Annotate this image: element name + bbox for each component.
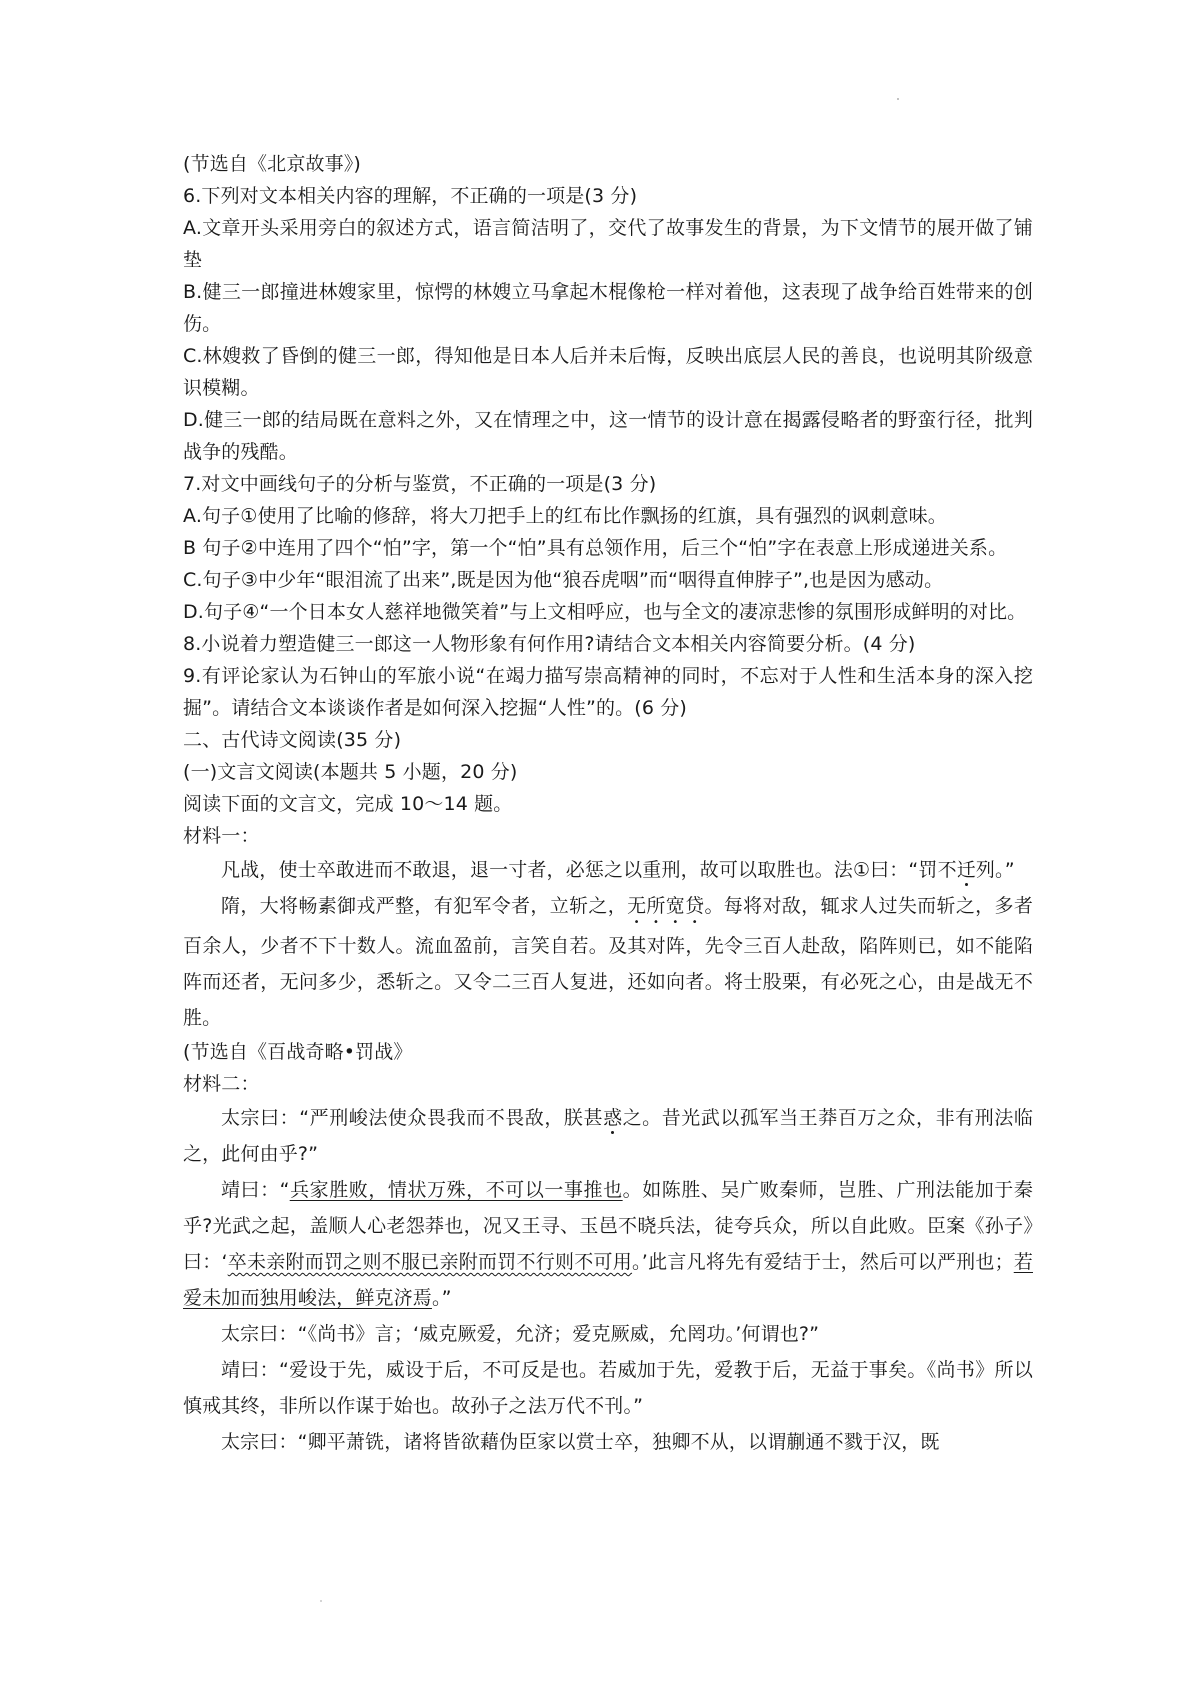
question-6: 6.下列对文本相关内容的理解，不正确的一项是(3 分)	[183, 185, 638, 207]
material-2-paragraph-1	[183, 1100, 1033, 1172]
text-run: 隋，大将畅素御戎严整，有犯军令者，立斩之，	[221, 895, 628, 917]
material-2-label: 材料二：	[183, 1073, 260, 1095]
scan-dot-mark-bottom	[320, 1600, 322, 1602]
question-7: 7.对文中画线句子的分析与鉴赏，不正确的一项是(3 分)	[183, 473, 657, 495]
source-citation: (节选自《北京故事》)	[183, 153, 361, 175]
option-6a: A.文章开头采用旁白的叙述方式，语言简洁明了，交代了故事发生的背景，为下文情节的展开做了铺垫	[183, 217, 1033, 271]
material-2-paragraph-5: 太宗曰：“卿平萧铣，诸将皆欲藉伪臣家以赏士卒，独卿不从，以谓蒯通不戮于汉，既	[221, 1431, 940, 1453]
subsection-heading: (一)文言文阅读(本题共 5 小题，20 分)	[183, 761, 518, 783]
material-1-paragraph-1	[183, 852, 1033, 888]
question-8: 8.小说着力塑造健三一郎这一人物形象有何作用?请结合文本相关内容简要分析。(4 分)	[183, 633, 916, 655]
underlined-sentence-2: 若爱未加而独用峻法，鲜克济焉	[183, 1251, 1033, 1309]
text-run: 靖曰：“	[221, 1179, 290, 1201]
option-7d: D.句子④“一个日本女人慈祥地微笑着”与上文相呼应，也与全文的凄凉悲惨的氛围形成鲜明的对比。	[183, 601, 1027, 623]
scan-dot-mark	[897, 98, 899, 100]
section-heading: 二、古代诗文阅读(35 分)	[183, 729, 402, 751]
text-run: 。’此言凡将先有爱结于士，然后可以严刑也；	[632, 1251, 1014, 1273]
material-2-paragraph-4: 靖曰：“爱设于先，威设于后，不可反是也。若威加于先，爱教于后，无益于事矣。《尚书》所以慎戒其终，非所以作谋于始也。故孙子之法万代不刊。”	[183, 1359, 1033, 1417]
dotted-phrase: 无所宽贷	[627, 895, 705, 917]
option-6c: C.林嫂救了昏倒的健三一郎，得知他是日本人后并未后悔，反映出底层人民的善良，也说明其阶级意识模糊。	[183, 345, 1033, 399]
text-run: 。每将对敌，辄求人过失而斩之，多者百余人，少者不下十数人。流血盈前，言笑自若。及其对阵，先令三百人赴敌，陷阵则已，如不能陷阵而还者，无问多少，悉斩之。又令二三百人复进，还如向者。将士股栗，有必死之心，由是战无不胜。	[183, 895, 1033, 1029]
option-6d: D.健三一郎的结局既在意料之外，又在情理之中，这一情节的设计意在揭露侵略者的野蛮行径，批判战争的残酷。	[183, 409, 1033, 463]
text-run: 太宗曰：“严刑峻法使众畏我而不畏敌，朕甚	[221, 1107, 604, 1129]
material-2-paragraph-2	[183, 1172, 1033, 1316]
question-9: 9.有评论家认为石钟山的军旅小说“在竭力描写崇高精神的同时，不忘对于人性和生活本身的深入挖掘”。请结合文本谈谈作者是如何深入挖掘“人性”的。(6 分)	[183, 665, 1033, 719]
text-run: 列。”	[975, 859, 1015, 881]
reading-instruction: 阅读下面的文言文，完成 10～14 题。	[183, 793, 513, 815]
text-run: 凡战，使士卒敢进而不敢退，退一寸者，必惩之以重刑，故可以取胜也。法①曰：“罚不	[221, 859, 957, 881]
wavy-underlined-sentence: 卒未亲附而罚之则不服已亲附而罚不行则不可用	[227, 1251, 633, 1273]
underlined-sentence: 兵家胜败，情状万殊，不可以一事推也	[289, 1179, 623, 1201]
option-6b: B.健三一郎撞进林嫂家里，惊愕的林嫂立马拿起木棍像枪一样对着他，这表现了战争给百姓带来的创伤。	[183, 281, 1033, 335]
option-7a: A.句子①使用了比喻的修辞，将大刀把手上的红布比作飘扬的红旗，具有强烈的讽刺意味。	[183, 505, 947, 527]
option-7c: C.句子③中少年“眼泪流了出来”,既是因为他“狼吞虎咽”而“咽得直伸脖子”,也是因为感动。	[183, 569, 944, 591]
text-run: 之。昔光武以孤军当王莽百万之众，非有刑法临之，此何由乎?”	[183, 1107, 1033, 1165]
dotted-word: 迁	[956, 859, 976, 881]
option-7b: B 句子②中连用了四个“怕”字，第一个“怕”具有总领作用，后三个“怕”字在表意上形成递进关系。	[183, 537, 1008, 559]
material-1-label: 材料一：	[183, 825, 260, 847]
text-run: 。如陈胜、吴广败秦师，岂胜、广刑法能加于秦乎?光武之起，盖顺人心老怨莽也，况又王寻、玉邑不晓兵法，徒夸兵众，所以自此败。臣案《孙子》曰：‘	[183, 1179, 1034, 1273]
material-1-paragraph-2	[183, 888, 1033, 1036]
text-run: 。”	[431, 1287, 452, 1309]
source-citation-2: (节选自《百战奇略•罚战》	[183, 1041, 413, 1063]
material-2-paragraph-3: 太宗曰：“《尚书》言；‘威克厥爱，允济；爱克厥威，允罔功。’何谓也?”	[221, 1323, 820, 1345]
dotted-word: 惑	[603, 1107, 623, 1129]
document-body	[183, 148, 1033, 1460]
